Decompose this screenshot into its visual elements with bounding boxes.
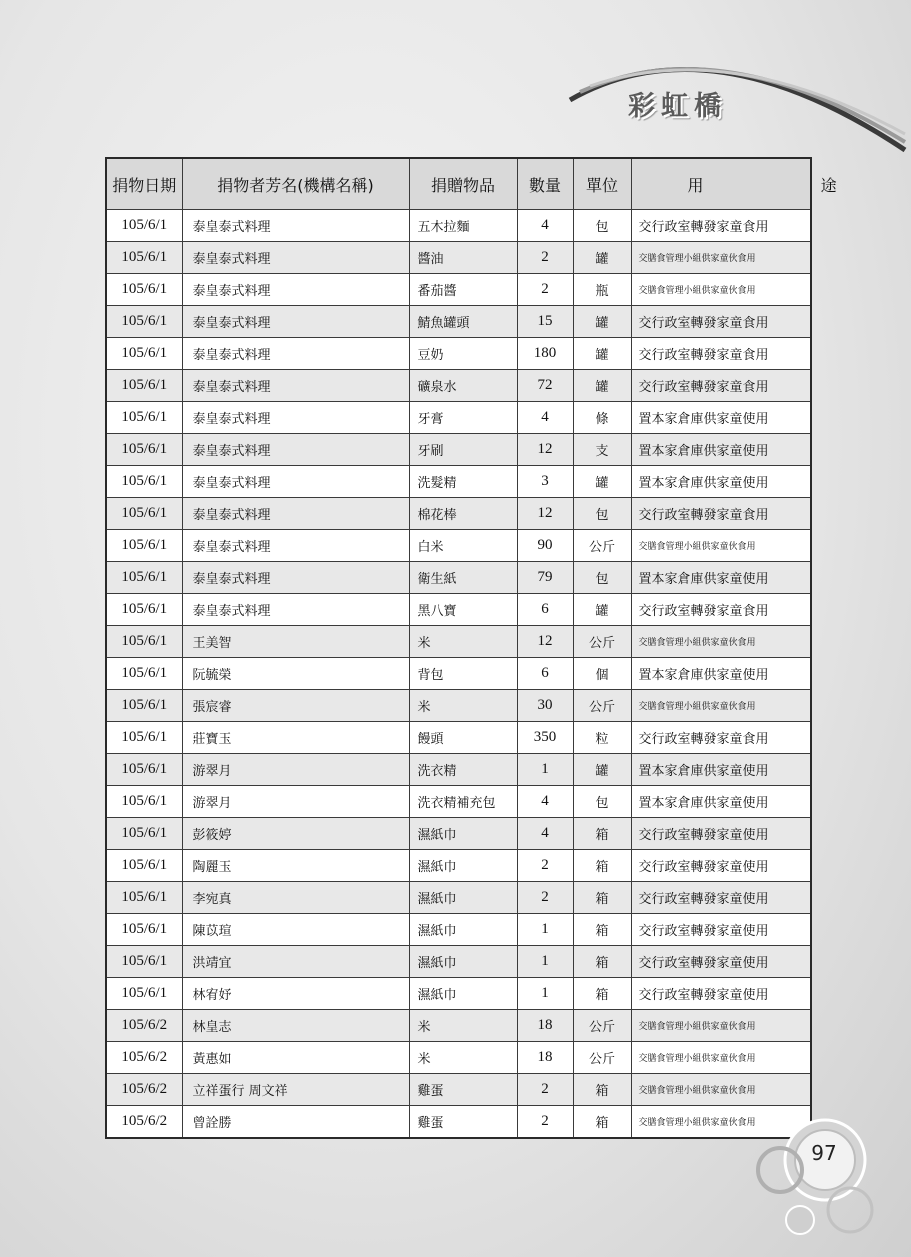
purpose-cell: 交行政室轉發家童食用 bbox=[631, 498, 811, 530]
donor-cell: 張宸睿 bbox=[182, 690, 409, 722]
quantity-cell: 12 bbox=[517, 498, 573, 530]
quantity-cell: 2 bbox=[517, 242, 573, 274]
item-cell: 黑八寶 bbox=[409, 594, 517, 626]
unit-cell: 罐 bbox=[573, 306, 631, 338]
purpose-cell: 交行政室轉發家童使用 bbox=[631, 978, 811, 1010]
table-row bbox=[106, 434, 811, 466]
quantity-cell: 18 bbox=[517, 1010, 573, 1042]
item-cell: 濕紙巾 bbox=[409, 850, 517, 882]
unit-cell: 箱 bbox=[573, 818, 631, 850]
quantity-cell: 72 bbox=[517, 370, 573, 402]
date-cell: 105/6/1 bbox=[106, 946, 182, 978]
purpose-cell: 交膳食管理小組供家童伙食用 bbox=[631, 1106, 811, 1139]
item-cell: 米 bbox=[409, 1042, 517, 1074]
unit-cell: 個 bbox=[573, 658, 631, 690]
quantity-cell: 2 bbox=[517, 1074, 573, 1106]
unit-cell: 包 bbox=[573, 498, 631, 530]
purpose-cell: 交膳食管理小組供家童伙食用 bbox=[631, 1042, 811, 1074]
rainbow-arc-decoration bbox=[560, 30, 911, 170]
quantity-cell: 12 bbox=[517, 626, 573, 658]
date-cell: 105/6/1 bbox=[106, 754, 182, 786]
donor-cell: 李宛真 bbox=[182, 882, 409, 914]
item-cell: 濕紙巾 bbox=[409, 882, 517, 914]
item-cell: 鯖魚罐頭 bbox=[409, 306, 517, 338]
quantity-cell: 90 bbox=[517, 530, 573, 562]
date-cell: 105/6/1 bbox=[106, 210, 182, 242]
unit-cell: 箱 bbox=[573, 978, 631, 1010]
donation-table bbox=[105, 157, 893, 1139]
donor-cell: 泰皇泰式料理 bbox=[182, 210, 409, 242]
table-row bbox=[106, 274, 811, 306]
date-cell: 105/6/1 bbox=[106, 498, 182, 530]
unit-cell: 箱 bbox=[573, 946, 631, 978]
item-cell: 牙刷 bbox=[409, 434, 517, 466]
item-cell: 五木拉麵 bbox=[409, 210, 517, 242]
table-row bbox=[106, 402, 811, 434]
donor-cell: 陶麗玉 bbox=[182, 850, 409, 882]
unit-cell: 包 bbox=[573, 210, 631, 242]
quantity-cell: 15 bbox=[517, 306, 573, 338]
purpose-cell: 交行政室轉發家童食用 bbox=[631, 370, 811, 402]
unit-cell: 包 bbox=[573, 786, 631, 818]
table-row bbox=[106, 882, 811, 914]
table-row bbox=[106, 594, 811, 626]
donor-cell: 泰皇泰式料理 bbox=[182, 434, 409, 466]
item-cell: 白米 bbox=[409, 530, 517, 562]
table-row bbox=[106, 786, 811, 818]
donor-cell: 阮毓榮 bbox=[182, 658, 409, 690]
item-cell: 米 bbox=[409, 1010, 517, 1042]
unit-cell: 箱 bbox=[573, 850, 631, 882]
purpose-cell: 置本家倉庫供家童使用 bbox=[631, 434, 811, 466]
date-cell: 105/6/2 bbox=[106, 1074, 182, 1106]
table-row bbox=[106, 306, 811, 338]
table-row bbox=[106, 466, 811, 498]
item-cell: 醬油 bbox=[409, 242, 517, 274]
unit-cell: 箱 bbox=[573, 914, 631, 946]
unit-cell: 支 bbox=[573, 434, 631, 466]
date-cell: 105/6/1 bbox=[106, 658, 182, 690]
item-cell: 洗衣精 bbox=[409, 754, 517, 786]
date-cell: 105/6/1 bbox=[106, 562, 182, 594]
donor-cell: 莊寶玉 bbox=[182, 722, 409, 754]
item-cell: 濕紙巾 bbox=[409, 914, 517, 946]
quantity-cell: 4 bbox=[517, 818, 573, 850]
purpose-cell: 交膳食管理小組供家童伙食用 bbox=[631, 242, 811, 274]
date-cell: 105/6/1 bbox=[106, 626, 182, 658]
table-row bbox=[106, 690, 811, 722]
table-row bbox=[106, 242, 811, 274]
table-row bbox=[106, 658, 811, 690]
quantity-cell: 350 bbox=[517, 722, 573, 754]
unit-cell: 公斤 bbox=[573, 1042, 631, 1074]
header-title: 彩虹橋 bbox=[628, 91, 727, 122]
item-cell: 濕紙巾 bbox=[409, 818, 517, 850]
item-cell: 米 bbox=[409, 626, 517, 658]
purpose-cell: 交行政室轉發家童食用 bbox=[631, 338, 811, 370]
date-cell: 105/6/1 bbox=[106, 274, 182, 306]
purpose-cell: 交行政室轉發家童食用 bbox=[631, 722, 811, 754]
table-header-row bbox=[106, 158, 811, 210]
column-header-unit: 單位 bbox=[573, 158, 631, 210]
purpose-cell: 交膳食管理小組供家童伙食用 bbox=[631, 1074, 811, 1106]
quantity-cell: 6 bbox=[517, 658, 573, 690]
table-row bbox=[106, 850, 811, 882]
donor-cell: 泰皇泰式料理 bbox=[182, 562, 409, 594]
table-row bbox=[106, 338, 811, 370]
purpose-cell: 置本家倉庫供家童使用 bbox=[631, 658, 811, 690]
purpose-cell: 交行政室轉發家童食用 bbox=[631, 594, 811, 626]
purpose-cell: 置本家倉庫供家童使用 bbox=[631, 466, 811, 498]
unit-cell: 公斤 bbox=[573, 626, 631, 658]
purpose-cell: 置本家倉庫供家童使用 bbox=[631, 786, 811, 818]
quantity-cell: 6 bbox=[517, 594, 573, 626]
date-cell: 105/6/1 bbox=[106, 786, 182, 818]
purpose-cell: 交行政室轉發家童使用 bbox=[631, 946, 811, 978]
item-cell: 礦泉水 bbox=[409, 370, 517, 402]
unit-cell: 箱 bbox=[573, 882, 631, 914]
donor-cell: 泰皇泰式料理 bbox=[182, 530, 409, 562]
item-cell: 牙膏 bbox=[409, 402, 517, 434]
quantity-cell: 1 bbox=[517, 914, 573, 946]
date-cell: 105/6/1 bbox=[106, 818, 182, 850]
item-cell: 棉花棒 bbox=[409, 498, 517, 530]
donor-cell: 林皇志 bbox=[182, 1010, 409, 1042]
purpose-cell: 置本家倉庫供家童使用 bbox=[631, 402, 811, 434]
unit-cell: 箱 bbox=[573, 1106, 631, 1139]
date-cell: 105/6/1 bbox=[106, 914, 182, 946]
donor-cell: 黃惠如 bbox=[182, 1042, 409, 1074]
purpose-cell: 交行政室轉發家童使用 bbox=[631, 850, 811, 882]
purpose-cell: 交膳食管理小組供家童伙食用 bbox=[631, 530, 811, 562]
item-cell: 濕紙巾 bbox=[409, 978, 517, 1010]
page-badge-decoration bbox=[740, 1115, 890, 1245]
donor-cell: 游翠月 bbox=[182, 786, 409, 818]
purpose-cell: 交行政室轉發家童食用 bbox=[631, 306, 811, 338]
date-cell: 105/6/1 bbox=[106, 306, 182, 338]
date-cell: 105/6/1 bbox=[106, 242, 182, 274]
item-cell: 背包 bbox=[409, 658, 517, 690]
table-row bbox=[106, 498, 811, 530]
donor-cell: 泰皇泰式料理 bbox=[182, 242, 409, 274]
purpose-cell: 交膳食管理小組供家童伙食用 bbox=[631, 626, 811, 658]
quantity-cell: 2 bbox=[517, 882, 573, 914]
table-row bbox=[106, 530, 811, 562]
item-cell: 豆奶 bbox=[409, 338, 517, 370]
table-row bbox=[106, 1010, 811, 1042]
purpose-cell: 置本家倉庫供家童使用 bbox=[631, 562, 811, 594]
quantity-cell: 2 bbox=[517, 274, 573, 306]
date-cell: 105/6/2 bbox=[106, 1106, 182, 1139]
purpose-cell: 交行政室轉發家童使用 bbox=[631, 882, 811, 914]
donor-cell: 曾詮勝 bbox=[182, 1106, 409, 1139]
item-cell: 衛生紙 bbox=[409, 562, 517, 594]
quantity-cell: 1 bbox=[517, 946, 573, 978]
quantity-cell: 1 bbox=[517, 978, 573, 1010]
table-row bbox=[106, 1042, 811, 1074]
quantity-cell: 4 bbox=[517, 786, 573, 818]
quantity-cell: 12 bbox=[517, 434, 573, 466]
date-cell: 105/6/1 bbox=[106, 434, 182, 466]
donor-cell: 泰皇泰式料理 bbox=[182, 274, 409, 306]
item-cell: 饅頭 bbox=[409, 722, 517, 754]
donor-cell: 彭筱婷 bbox=[182, 818, 409, 850]
unit-cell: 罐 bbox=[573, 370, 631, 402]
donor-cell: 泰皇泰式料理 bbox=[182, 466, 409, 498]
quantity-cell: 3 bbox=[517, 466, 573, 498]
date-cell: 105/6/1 bbox=[106, 594, 182, 626]
column-header-date: 捐物日期 bbox=[106, 158, 182, 210]
purpose-cell: 交膳食管理小組供家童伙食用 bbox=[631, 274, 811, 306]
donor-cell: 游翠月 bbox=[182, 754, 409, 786]
date-cell: 105/6/1 bbox=[106, 338, 182, 370]
item-cell: 洗髮精 bbox=[409, 466, 517, 498]
date-cell: 105/6/1 bbox=[106, 402, 182, 434]
item-cell: 洗衣精補充包 bbox=[409, 786, 517, 818]
item-cell: 雞蛋 bbox=[409, 1074, 517, 1106]
unit-cell: 粒 bbox=[573, 722, 631, 754]
table-row bbox=[106, 1106, 811, 1139]
unit-cell: 罐 bbox=[573, 754, 631, 786]
donor-cell: 陳苡瑄 bbox=[182, 914, 409, 946]
date-cell: 105/6/1 bbox=[106, 530, 182, 562]
purpose-cell: 交膳食管理小組供家童伙食用 bbox=[631, 1010, 811, 1042]
date-cell: 105/6/2 bbox=[106, 1042, 182, 1074]
date-cell: 105/6/1 bbox=[106, 978, 182, 1010]
donor-cell: 泰皇泰式料理 bbox=[182, 338, 409, 370]
unit-cell: 罐 bbox=[573, 466, 631, 498]
table-row bbox=[106, 754, 811, 786]
unit-cell: 罐 bbox=[573, 594, 631, 626]
item-cell: 米 bbox=[409, 690, 517, 722]
quantity-cell: 18 bbox=[517, 1042, 573, 1074]
date-cell: 105/6/1 bbox=[106, 850, 182, 882]
quantity-cell: 30 bbox=[517, 690, 573, 722]
item-cell: 雞蛋 bbox=[409, 1106, 517, 1139]
table-row bbox=[106, 818, 811, 850]
date-cell: 105/6/1 bbox=[106, 466, 182, 498]
purpose-cell: 交行政室轉發家童食用 bbox=[631, 210, 811, 242]
unit-cell: 罐 bbox=[573, 242, 631, 274]
unit-cell: 公斤 bbox=[573, 530, 631, 562]
table-row bbox=[106, 914, 811, 946]
table-row bbox=[106, 562, 811, 594]
date-cell: 105/6/1 bbox=[106, 690, 182, 722]
column-header-quantity: 數量 bbox=[517, 158, 573, 210]
table-row bbox=[106, 626, 811, 658]
item-cell: 番茄醬 bbox=[409, 274, 517, 306]
table-row bbox=[106, 978, 811, 1010]
donor-cell: 王美智 bbox=[182, 626, 409, 658]
purpose-cell: 交行政室轉發家童使用 bbox=[631, 818, 811, 850]
unit-cell: 瓶 bbox=[573, 274, 631, 306]
donor-cell: 泰皇泰式料理 bbox=[182, 370, 409, 402]
quantity-cell: 79 bbox=[517, 562, 573, 594]
unit-cell: 箱 bbox=[573, 1074, 631, 1106]
table-row bbox=[106, 210, 811, 242]
column-header-item: 捐贈物品 bbox=[409, 158, 517, 210]
unit-cell: 公斤 bbox=[573, 1010, 631, 1042]
quantity-cell: 2 bbox=[517, 1106, 573, 1139]
date-cell: 105/6/1 bbox=[106, 370, 182, 402]
donor-cell: 泰皇泰式料理 bbox=[182, 498, 409, 530]
date-cell: 105/6/1 bbox=[106, 882, 182, 914]
item-cell: 濕紙巾 bbox=[409, 946, 517, 978]
quantity-cell: 4 bbox=[517, 210, 573, 242]
purpose-cell: 置本家倉庫供家童使用 bbox=[631, 754, 811, 786]
quantity-cell: 2 bbox=[517, 850, 573, 882]
quantity-cell: 1 bbox=[517, 754, 573, 786]
purpose-cell: 交行政室轉發家童使用 bbox=[631, 914, 811, 946]
donor-cell: 立祥蛋行 周文祥 bbox=[182, 1074, 409, 1106]
donor-cell: 洪靖宜 bbox=[182, 946, 409, 978]
table-row bbox=[106, 370, 811, 402]
page-number: 97 bbox=[811, 1141, 837, 1165]
purpose-cell: 交膳食管理小組供家童伙食用 bbox=[631, 690, 811, 722]
unit-cell: 條 bbox=[573, 402, 631, 434]
table-row bbox=[106, 946, 811, 978]
quantity-cell: 180 bbox=[517, 338, 573, 370]
unit-cell: 罐 bbox=[573, 338, 631, 370]
table-row bbox=[106, 722, 811, 754]
donor-cell: 泰皇泰式料理 bbox=[182, 594, 409, 626]
quantity-cell: 4 bbox=[517, 402, 573, 434]
column-header-purpose: 用 途 bbox=[631, 158, 811, 210]
donor-cell: 泰皇泰式料理 bbox=[182, 402, 409, 434]
date-cell: 105/6/2 bbox=[106, 1010, 182, 1042]
donor-cell: 泰皇泰式料理 bbox=[182, 306, 409, 338]
column-header-donor: 捐物者芳名(機構名稱) bbox=[182, 158, 409, 210]
donor-cell: 林宥妤 bbox=[182, 978, 409, 1010]
table-row bbox=[106, 1074, 811, 1106]
unit-cell: 包 bbox=[573, 562, 631, 594]
unit-cell: 公斤 bbox=[573, 690, 631, 722]
date-cell: 105/6/1 bbox=[106, 722, 182, 754]
